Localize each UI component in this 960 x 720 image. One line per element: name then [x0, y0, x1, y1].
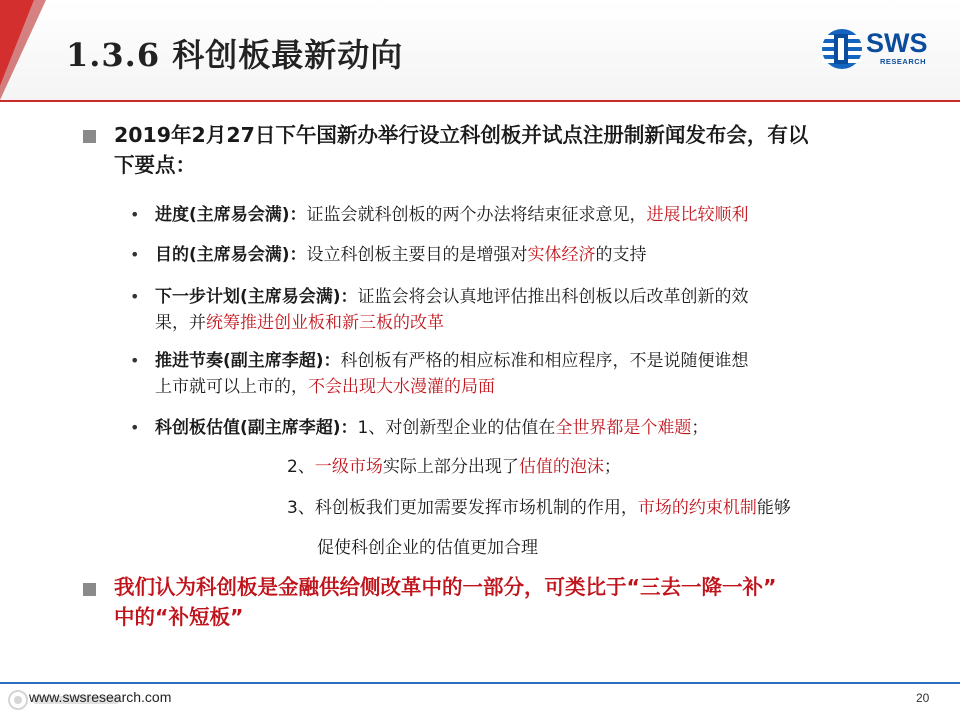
main-point-2-line-1: 我们认为科创板是金融供给侧改革中的一部分，可类比于“三去一降一补”	[114, 575, 777, 599]
main-point-1-line-1: 2019年2月27日下午国新办举行设立科创板并试点注册制新闻发布会，有以	[114, 123, 809, 147]
sub-point-pace-line-2: 上市就可以上市的，不会出现大水漫灌的局面	[155, 377, 495, 397]
dot-bullet-icon: •	[130, 205, 140, 224]
dot-bullet-icon: •	[130, 245, 140, 264]
sub-point-purpose: 目的(主席易会满)：设立科创板主要目的是增强对实体经济的支持	[155, 245, 647, 265]
dot-bullet-icon: •	[130, 287, 140, 306]
sub-point-pace: 推进节奏(副主席李超)：科创板有严格的相应标准和相应程序，不是说随便谁想	[155, 351, 749, 371]
square-bullet-icon	[83, 130, 96, 143]
footer-website-link[interactable]: www.swsresearch.com	[29, 689, 172, 705]
valuation-point-3: 3、科创板我们更加需要发挥市场机制的作用，市场的约束机制能够	[287, 498, 791, 518]
slide-title: 1.3.6 科创板最新动向	[66, 36, 404, 74]
sub-point-next-step-line-2: 果，并统筹推进创业板和新三板的改革	[155, 313, 444, 333]
sub-point-valuation: 科创板估值(副主席李超)：1、对创新型企业的估值在全世界都是个难题；	[155, 418, 709, 438]
sub-point-next-step: 下一步计划(主席易会满)：证监会将会认真地评估推出科创板以后改革创新的效	[155, 287, 749, 307]
logo-text: SWS	[866, 28, 928, 58]
logo-subtext: RESEARCH	[880, 57, 927, 66]
dot-bullet-icon: •	[130, 351, 140, 370]
valuation-point-3-line-2: 促使科创企业的估值更加合理	[317, 538, 538, 558]
main-point-2-line-2: 中的“补短板”	[114, 605, 244, 629]
dot-bullet-icon: •	[130, 418, 140, 437]
valuation-point-2: 2、一级市场实际上部分出现了估值的泡沫；	[287, 457, 621, 477]
page-number: 20	[916, 691, 930, 705]
square-bullet-icon	[83, 583, 96, 596]
sub-point-progress: 进度(主席易会满)：证监会就科创板的两个办法将结束征求意见，进展比较顺利	[155, 205, 749, 225]
footer-divider	[0, 682, 960, 684]
main-point-1-line-2: 下要点：	[114, 153, 196, 177]
